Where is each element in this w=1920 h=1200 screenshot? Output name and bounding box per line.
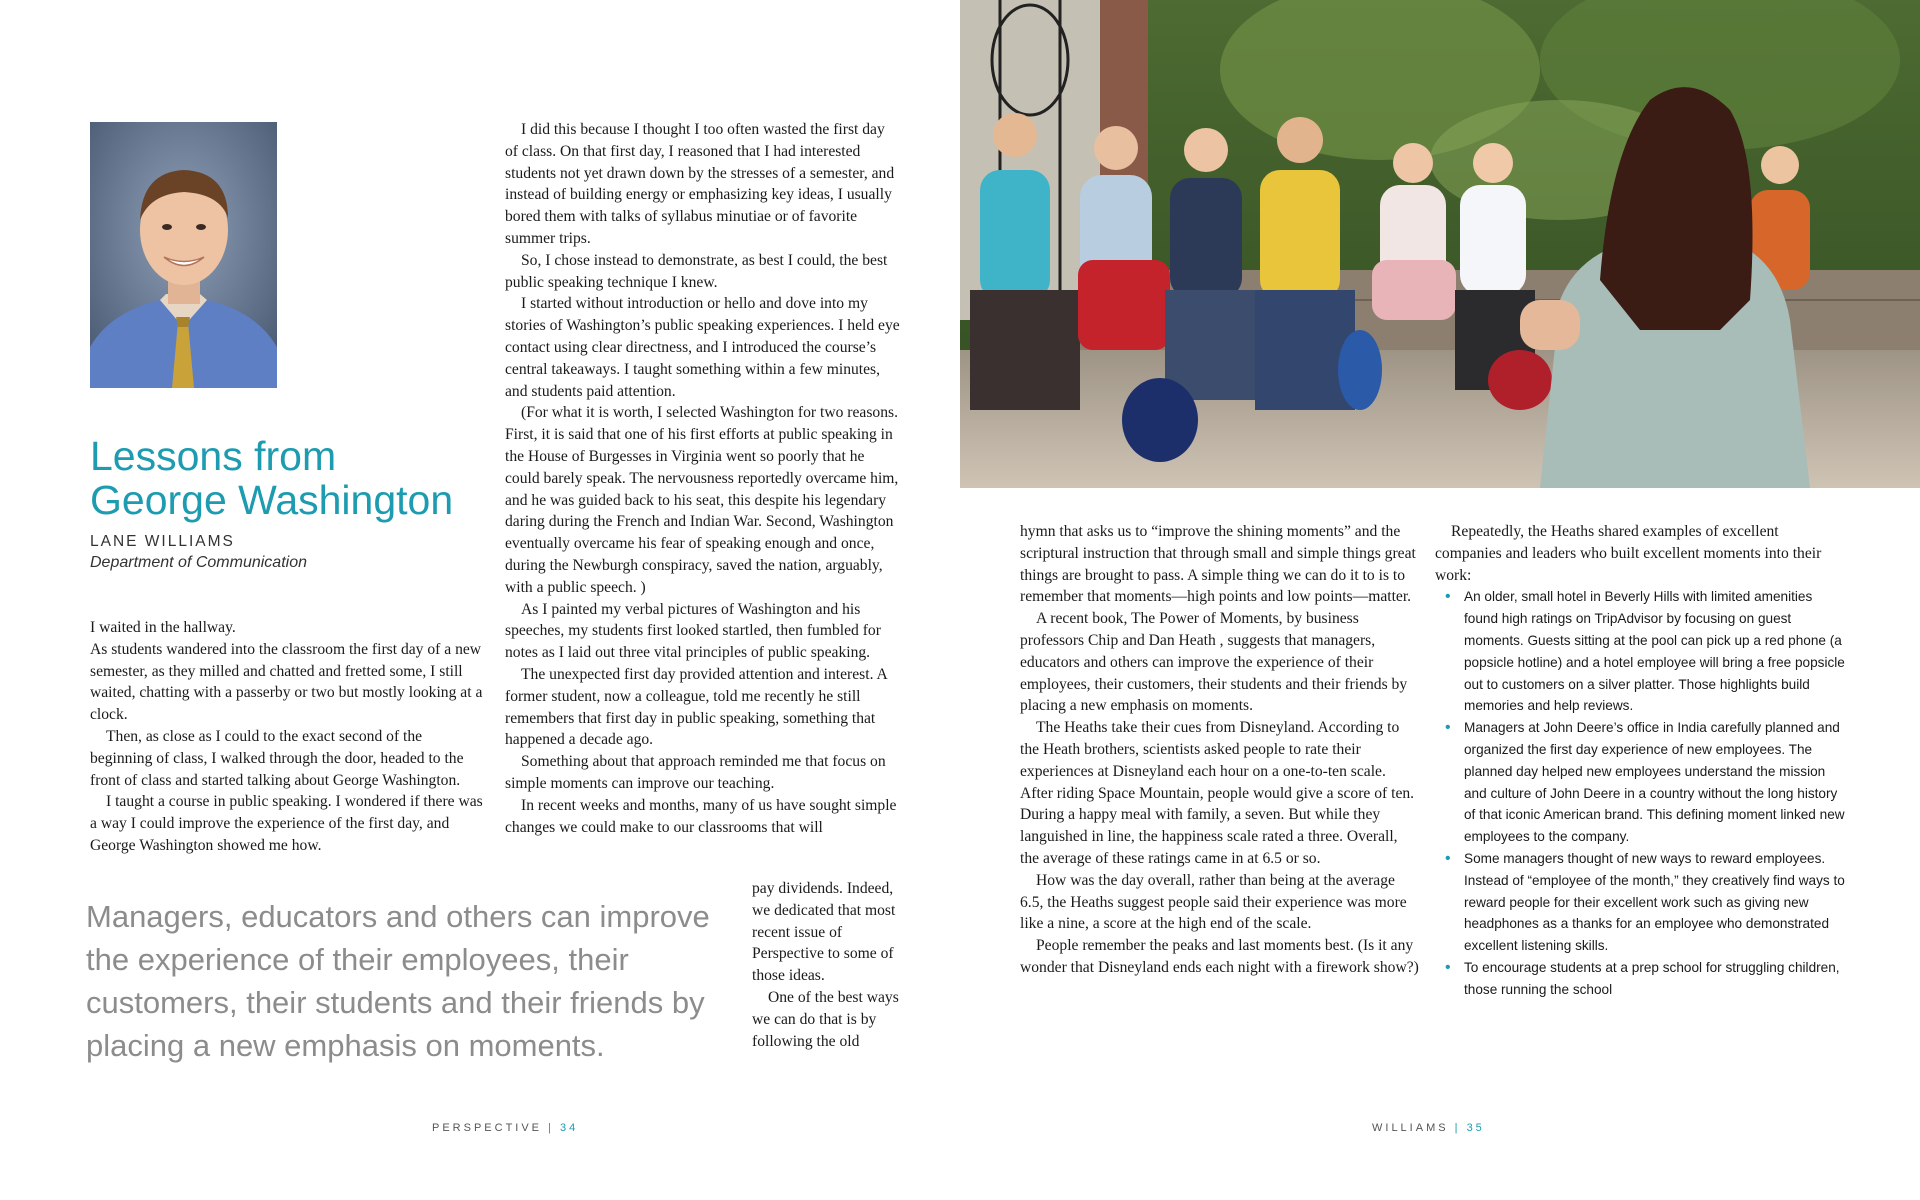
list-item: • To encourage students at a prep school for struggling children, those running the school: [1435, 957, 1845, 1001]
pull-quote: Managers, educators and others can improve the experience of their employees, their customers, their students and their friends by placing a new emphasis on moments.: [86, 899, 710, 1063]
paragraph: hymn that asks us to “improve the shining moments” and the scriptural instruction that through small and simple things great things are brought to pass. A simple thing we can do it to is to remember that moments—high points and low points—matter.: [1020, 523, 1416, 606]
paragraph: Repeatedly, the Heaths shared examples of excellent companies and leaders who built excellent moments into their work:: [1435, 523, 1822, 584]
folio-separator: |: [1454, 1122, 1461, 1134]
example-list: [1435, 586, 1845, 1000]
author-portrait: [90, 122, 277, 388]
list-item: • Some managers thought of new ways to reward employees. Instead of “employee of the month,” they creatively find ways to reward people for their excellent work such as giving new headphones as a thanks for an employee who demonstrated excellent listening skills.: [1435, 848, 1845, 957]
paragraph: People remember the peaks and last moments best. (Is it any wonder that Disneyland ends each night with a firework show?): [1020, 937, 1419, 976]
paragraph: The unexpected first day provided attention and interest. A former student, now a colleague, told me recently he still remembers that first day in public speaking, something that happened a decade ago.: [505, 665, 887, 749]
paragraph: I waited in the hallway.: [90, 619, 236, 636]
folio-label: PERSPECTIVE: [432, 1122, 543, 1134]
paragraph: So, I chose instead to demonstrate, as best I could, the best public speaking technique I knew.: [505, 251, 888, 291]
right-page: [960, 0, 1920, 1200]
paragraph: Then, as close as I could to the exact second of the beginning of class, I walked through the door, headed to the front of class and started talking about George Washington.: [90, 727, 464, 789]
list-item: • An older, small hotel in Beverly Hills with limited amenities found high ratings on TripAdvisor by focusing on guest moments. Guests sitting at the pool can pick up a red phone (a popsicle hotline) and a hotel employee will bring a free popsicle out to customers on a silver platter. Those highlights build memories and help reviews.: [1435, 586, 1845, 717]
page-number: 35: [1466, 1122, 1485, 1134]
paragraph: (For what it is worth, I selected Washington for two reasons. First, it is said that one of his first efforts at public speaking in the House of Burgesses in Virginia went so poorly that he could barely speak. The nervousness reportedly overcame him, and he was guided back to his seat, this despite his legendary daring during the French and Indian War. Second, Washington eventually overcame his fear of speaking enough and once, during the Newburgh conspiracy, saved the nation, arguably, with a public speech. ): [505, 404, 899, 596]
paragraph: I started without introduction or hello and dove into my stories of Washington’s public speaking experiences. I held eye contact using clear directness, and I introduced the course’s central takeaways. I taught something within a few minutes, and students paid attention.: [505, 295, 900, 400]
body-column-2-continued: [752, 878, 904, 1052]
folio-separator: |: [548, 1122, 554, 1134]
paragraph: In recent weeks and months, many of us have sought simple changes we could make to our classrooms that will: [505, 796, 897, 836]
paragraph: pay dividends. Indeed, we dedicated that most recent issue of Perspective to some of those ideas.: [752, 880, 896, 985]
headline-line-2: George Washington: [90, 477, 454, 523]
folio-label: WILLIAMS: [1372, 1122, 1449, 1134]
body-column-4: [1435, 521, 1845, 1001]
page-number: 34: [560, 1122, 579, 1134]
paragraph: As I painted my verbal pictures of Washington and his speeches, my students first looked startled, then fumbled for notes as I laid out three vital principles of public speaking.: [505, 600, 881, 662]
body-column-2: [505, 119, 900, 838]
paragraph: One of the best ways we can do that is by following the old: [752, 988, 899, 1050]
page-folio-left: [432, 1122, 578, 1134]
author-department: Department of Communication: [90, 554, 307, 571]
article-headline: [90, 434, 510, 522]
page-folio-right: [1372, 1122, 1485, 1134]
paragraph: How was the day overall, rather than being at the average 6.5, the Heaths suggest people said their experience was more like a nine, a score at the high end of the scale.: [1020, 871, 1407, 933]
headline-line-1: Lessons from: [90, 433, 337, 479]
paragraph: I did this because I thought I too often wasted the first day of class. On that first day, I reasoned that I had interested students not yet drawn down by the stresses of a semester, and instead of building energy or emphasizing key ideas, I usually bored them with talks of syllabus minutiae or of favorite summer trips.: [505, 121, 895, 247]
author-name: LANE WILLIAMS: [90, 533, 235, 550]
list-item: • Managers at John Deere’s office in India carefully planned and organized the first day experience of new employees. The planned day helped new employees understand the mission and culture of John Deere in a country without the long history of that iconic American brand. This defining moment linked new employees to the company.: [1435, 717, 1845, 848]
body-column-1: [90, 617, 485, 857]
paragraph: As students wandered into the classroom the first day of a new semester, as they milled and chatted and fretted some, I still waited, chatting with a passerby or two but mostly looking at a clock.: [90, 640, 483, 724]
paragraph: Something about that approach reminded me that focus on simple moments can improve our teaching.: [505, 753, 886, 792]
classroom-photo: [960, 0, 1920, 488]
paragraph: The Heaths take their cues from Disneyland. According to the Heath brothers, scientists asked people to rate their experiences at Disneyland each hour on a one-to-ten scale. After riding Space Mountain, people would give a score of ten. During a happy meal with family, a seven. But while they languished in line, the happiness scale rated a three. Overall, the average of these ratings came in at 6.5 or so.: [1020, 719, 1415, 867]
paragraph: I taught a course in public speaking. I wondered if there was a way I could improve the experience of the first day, and George Washington showed me how.: [90, 793, 483, 854]
body-column-3: [1020, 521, 1420, 979]
paragraph: A recent book, The Power of Moments, by business professors Chip and Dan Heath , suggests that managers, educators and others can improve the experience of their employees, their customers, their students and their friends by placing a new emphasis on moments.: [1020, 610, 1408, 715]
